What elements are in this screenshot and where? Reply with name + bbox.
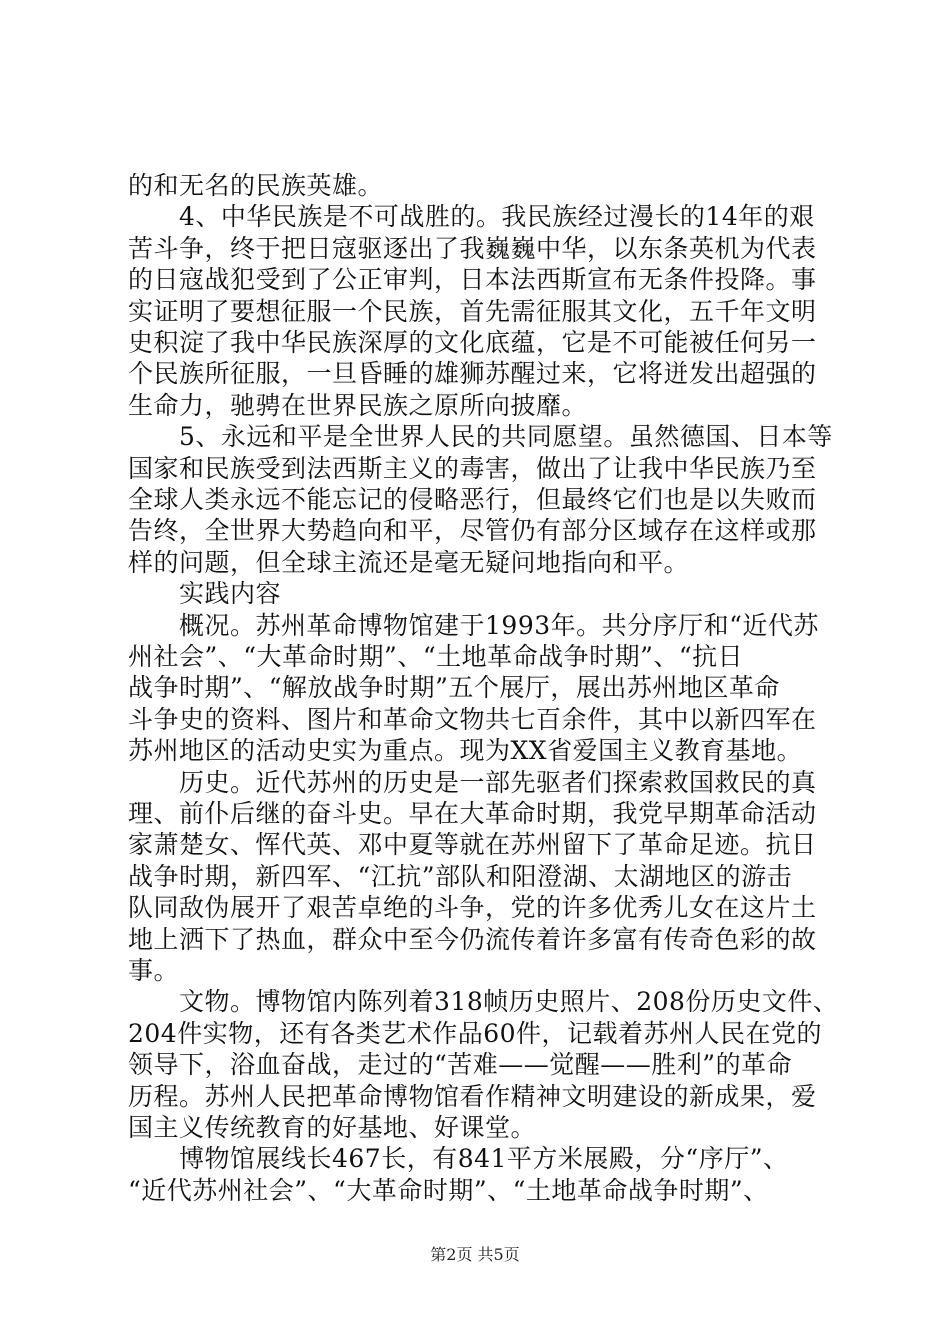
- text-line: 4、中华民族是不可战胜的。我民族经过漫长的14年的艰: [128, 202, 815, 232]
- text-line: 生命力，驰骋在世界民族之原所向披靡。: [128, 390, 588, 420]
- text-line: 国家和民族受到法西斯主义的毒害，做出了让我中华民族乃至: [128, 453, 817, 483]
- text-line: 苏州地区的活动史实为重点。现为XX省爱国主义教育基地。: [128, 736, 803, 766]
- text-line: 历程。苏州人民把革命博物馆看作精神文明建设的新成果，爱: [128, 1081, 817, 1111]
- text-line: 家萧楚女、恽代英、邓中夏等就在苏州留下了革命足迹。抗日: [128, 830, 817, 860]
- text-line: 的日寇战犯受到了公正审判，日本法西斯宣布无条件投降。事: [128, 265, 817, 295]
- text-line: 史积淀了我中华民族深厚的文化底蕴，它是不可能被任何另一: [128, 328, 817, 357]
- text-line: 样的问题，但全球主流还是毫无疑问地指向和平。: [128, 547, 690, 577]
- text-line: 国主义传统教育的好基地、好课堂。: [128, 1113, 537, 1142]
- text-line: 理、前仆后继的奋斗史。早在大革命时期，我党早期革命活动: [128, 799, 817, 828]
- text-line: 历史。近代苏州的历史是一部先驱者们探索救国救民的真: [128, 767, 817, 797]
- text-line: 实证明了要想征服一个民族，首先需征服其文化，五千年文明: [128, 296, 817, 326]
- text-line: 领导下，浴血奋战，走过的“苦难——觉醒——胜利”的革命: [128, 1050, 793, 1080]
- text-line: 告终，全世界大势趋向和平，尽管仍有部分区域存在这样或那: [128, 516, 817, 546]
- text-line: 文物。博物馆内陈列着318帧历史照片、208份历史文件、: [128, 987, 839, 1017]
- text-line: 个民族所征服，一旦昏睡的雄狮苏醒过来，它将迸发出超强的: [128, 359, 817, 389]
- text-line: 5、永远和平是全世界人民的共同愿望。虽然德国、日本等: [128, 422, 833, 452]
- section-heading: 实践内容: [128, 579, 282, 609]
- text-line: 州社会”、“大革命时期”、“土地革命战争时期”、“抗日: [128, 642, 744, 671]
- text-line: 战争时期”、“解放战争时期”五个展厅，展出苏州地区革命: [128, 673, 780, 703]
- text-line: 的和无名的民族英雄。: [128, 171, 384, 200]
- text-line: 队同敌伪展开了艰苦卓绝的斗争，党的许多优秀儿女在这片土: [128, 893, 817, 923]
- page-footer: 第2页 共5页: [430, 1245, 520, 1264]
- text-line: 战争时期，新四军、“江抗”部队和阳澄湖、太湖地区的游击: [128, 861, 793, 891]
- text-line: “近代苏州社会”、“大革命时期”、“土地革命战争时期”、: [128, 1175, 769, 1205]
- text-line: 苦斗争，终于把日寇驱逐出了我巍巍中华，以东条英机为代表: [128, 233, 817, 263]
- text-line: 博物馆展线长467长，有841平方米展殿，分“序厅”、: [128, 1144, 789, 1174]
- text-line: 地上洒下了热血，群众中至今仍流传着许多富有传奇色彩的故: [128, 924, 817, 954]
- text-line: 204件实物，还有各类艺术作品60件，记载着苏州人民在党的: [128, 1018, 823, 1048]
- text-line: 事。: [128, 956, 180, 985]
- text-line: 斗争史的资料、图片和革命文物共七百余件，其中以新四军在: [128, 704, 817, 734]
- text-line: 全球人类永远不能忘记的侵略恶行，但最终它们也是以失败而: [128, 485, 817, 514]
- text-line: 概况。苏州革命博物馆建于1993年。共分序厅和“近代苏: [128, 610, 819, 640]
